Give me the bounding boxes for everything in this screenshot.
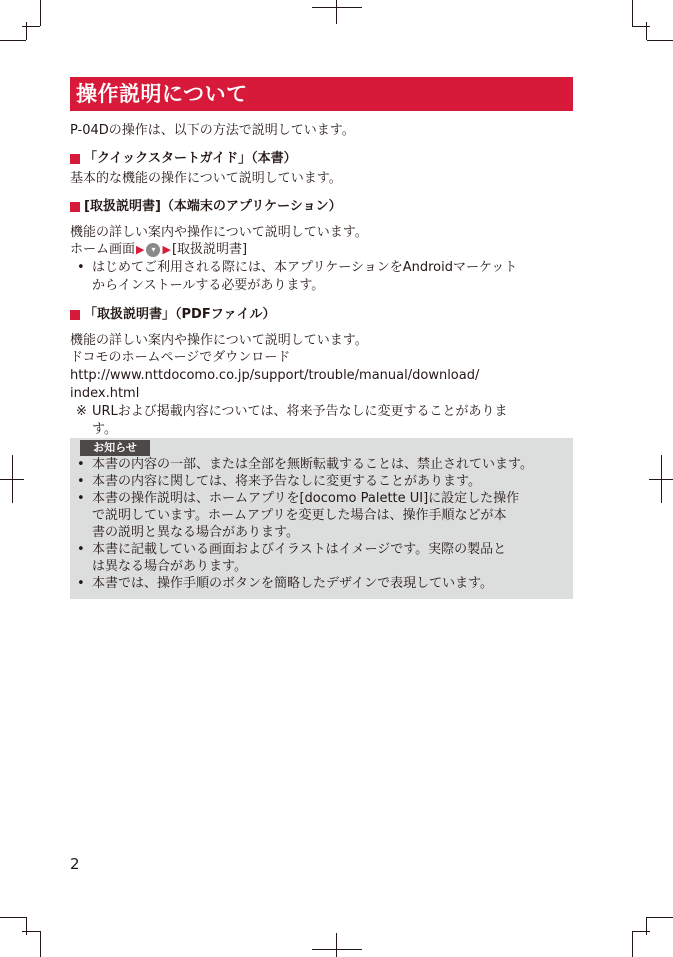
download-url-link[interactable]: index.html: [70, 386, 140, 401]
steps-prefix: ホーム画面: [70, 242, 136, 257]
list-item: [70, 575, 573, 592]
bullet-line: 本書に記載している画面およびイラストはイメージです。実際の製品と: [92, 542, 507, 557]
bullet-line: で説明しています。ホームアプリを変更した場合は、操作手順などが本: [92, 508, 507, 523]
section-heading-app-manual: [70, 199, 573, 215]
step-arrow-icon: ▶: [162, 243, 171, 256]
notice-box: [70, 438, 573, 599]
bullet-line: は異なる場合があります。: [92, 559, 247, 574]
bullet-line: からインストールする必要があります。: [92, 278, 325, 293]
list-item: [70, 490, 573, 541]
step-arrow-icon: ▶: [136, 243, 145, 256]
notice-label: お知らせ: [80, 440, 150, 456]
section-heading-label: [取扱説明書]（本端末のアプリケーション）: [84, 199, 342, 214]
download-url-link[interactable]: http://www.nttdocomo.co.jp/support/trouble/manual/download/: [70, 368, 480, 383]
section-heading-quickstart: [70, 151, 573, 167]
bullet-line: はじめてご利用される際には、本アプリケーションをAndroidマーケット: [92, 260, 518, 275]
steps-target: [取扱説明書]: [171, 242, 248, 257]
section-heading-label: 「クイックスタートガイド」（本書）: [84, 151, 297, 166]
bullet-dot-icon: •: [77, 491, 85, 506]
operation-steps: [70, 241, 573, 259]
list-item: [70, 541, 573, 575]
note-mark: ※: [76, 404, 87, 419]
bullet-line: 本書の内容の一部、または全部を無断転載することは、禁止されています。: [92, 457, 533, 472]
intro-text: P-04Dの操作は、以下の方法で説明しています。: [70, 123, 355, 138]
bullet-line: 書の説明と異なる場合があります。: [92, 525, 299, 540]
section-heading-pdf-manual: [70, 307, 573, 323]
bullet-line: 本書の内容に関しては、将来予告なしに変更することがあります。: [92, 474, 481, 489]
square-bullet-icon: [70, 310, 80, 320]
download-label: ドコモのホームページでダウンロード: [70, 350, 291, 365]
note-line: URLおよび掲載内容については、将来予告なしに変更することがありま: [92, 404, 508, 419]
bullet-dot-icon: •: [77, 457, 85, 472]
list-item: [70, 259, 573, 295]
bullet-line: 本書の操作説明は、ホームアプリを[docomo Palette UI]に設定した操作: [92, 491, 520, 506]
bullet-dot-icon: •: [77, 474, 85, 489]
list-item: [70, 456, 573, 473]
square-bullet-icon: [70, 154, 80, 164]
page-number: 2: [70, 855, 80, 873]
notice-list: [70, 456, 573, 592]
bullet-dot-icon: •: [77, 542, 85, 557]
bullet-dot-icon: •: [77, 260, 85, 275]
note-line: す。: [92, 422, 117, 437]
section-heading-label: 「取扱説明書」（PDFファイル）: [84, 307, 276, 322]
section-body: 基本的な機能の操作について説明しています。: [70, 171, 342, 186]
bullet-line: 本書では、操作手順のボタンを簡略したデザインで表現しています。: [92, 576, 494, 591]
main-content: [70, 77, 573, 439]
page-title: 操作説明について: [70, 77, 573, 111]
square-bullet-icon: [70, 202, 80, 212]
section-body: 機能の詳しい案内や操作について説明しています。: [70, 225, 368, 240]
bullet-dot-icon: •: [77, 576, 85, 591]
section-body: 機能の詳しい案内や操作について説明しています。: [70, 333, 368, 348]
apps-icon: ▾: [146, 243, 160, 257]
list-item: [70, 473, 573, 490]
note-item: [70, 403, 573, 439]
